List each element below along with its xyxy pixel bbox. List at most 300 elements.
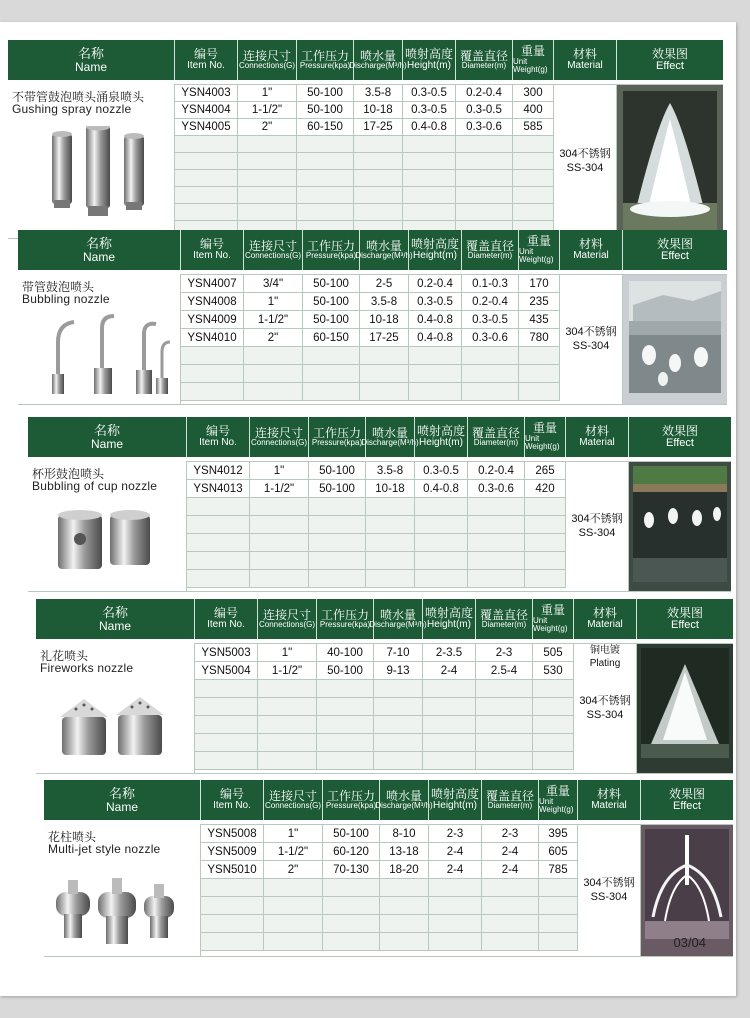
discharge-cell: 17-25 — [360, 329, 409, 347]
pressure-cell — [309, 570, 366, 588]
header-conn-en: Connections(G) — [244, 251, 302, 261]
diameter-cell: 0.3-0.5 — [456, 102, 513, 119]
header-pressure-en: Pressure(kpa) — [305, 251, 357, 261]
weight-cell: 585 — [513, 119, 554, 136]
pressure-cell — [303, 347, 360, 365]
product-name-zh: 杯形鼓泡喷头 — [32, 467, 105, 481]
product-name-zh: 不带管鼓泡喷头涌泉喷头 — [12, 90, 145, 104]
item-no-cell — [175, 136, 238, 153]
header-name-en: Name — [90, 436, 123, 451]
header-conn-en: Connections(G) — [258, 620, 316, 630]
header-discharge-en: Discharge(M³/h) — [375, 801, 433, 811]
connection-cell — [258, 752, 317, 770]
bubbling-nozzle-image — [44, 312, 174, 398]
header-height-zh: 喷射高度 — [424, 606, 473, 621]
table-row — [181, 311, 560, 329]
table-header — [8, 40, 723, 80]
item-no-cell — [187, 534, 250, 552]
connection-cell — [238, 153, 297, 170]
connection-cell — [244, 365, 303, 383]
header-effect — [628, 417, 731, 457]
weight-cell: 435 — [519, 311, 560, 329]
pressure-cell — [297, 187, 354, 204]
header-weight-zh: 重量 — [545, 784, 570, 799]
material-en: SS-304 — [578, 526, 616, 539]
header-material — [565, 417, 628, 457]
spec-table — [180, 274, 560, 404]
table-header — [18, 230, 727, 270]
discharge-cell: 7-10 — [374, 644, 423, 662]
connection-cell — [264, 897, 323, 915]
header-weight — [532, 599, 573, 639]
item-no-cell — [175, 153, 238, 170]
product-name-en: Bubbling of cup nozzle — [32, 479, 158, 493]
pressure-cell — [323, 897, 380, 915]
discharge-cell — [354, 204, 403, 221]
empty-row — [195, 734, 574, 752]
header-pressure-en: Pressure(kpa) — [299, 61, 351, 71]
empty-row — [201, 897, 578, 915]
header-height — [422, 599, 475, 639]
pressure-cell: 60-150 — [297, 119, 354, 136]
weight-cell: 395 — [539, 825, 578, 843]
connection-cell: 1" — [264, 825, 323, 843]
header-effect-zh: 效果图 — [656, 236, 693, 251]
product-name-en: Bubbling nozzle — [22, 292, 110, 306]
fireworks-effect-image — [637, 644, 733, 773]
header-pressure-en: Pressure(kpa) — [311, 438, 363, 448]
header-weight-zh: 重量 — [532, 421, 557, 436]
diameter-cell: 0.2-0.4 — [468, 462, 525, 480]
header-weight — [538, 780, 577, 820]
header-conn-en: Connections(G) — [250, 438, 308, 448]
header-height-zh: 喷射高度 — [430, 787, 479, 802]
height-cell: 0.3-0.5 — [415, 462, 468, 480]
height-cell: 2-4 — [429, 843, 482, 861]
height-cell — [415, 516, 468, 534]
weight-cell — [513, 136, 554, 153]
product-name-cell — [18, 274, 180, 404]
header-weight-en: Unit Weight(g) — [513, 56, 548, 75]
connection-cell: 2" — [238, 119, 297, 136]
empty-row — [175, 153, 554, 170]
header-name — [36, 599, 194, 639]
height-cell — [423, 734, 476, 752]
weight-cell — [519, 383, 560, 401]
connection-cell: 1-1/2" — [250, 480, 309, 498]
item-no-cell — [181, 365, 244, 383]
item-no-cell — [201, 879, 264, 897]
header-conn-zh: 连接尺寸 — [254, 425, 303, 440]
empty-row — [195, 752, 574, 770]
weight-cell — [525, 498, 566, 516]
pressure-cell: 50-100 — [309, 462, 366, 480]
connection-cell: 1-1/2" — [264, 843, 323, 861]
header-pressure-en: Pressure(kpa) — [319, 620, 371, 630]
connection-cell — [264, 933, 323, 951]
item-no-cell: YSN5008 — [201, 825, 264, 843]
header-height-en: Height(m) — [427, 619, 471, 631]
effect-photo-cell — [629, 461, 731, 591]
pressure-cell — [323, 933, 380, 951]
section-body — [28, 461, 731, 592]
header-height — [402, 40, 455, 80]
table-row — [201, 843, 578, 861]
connection-cell — [250, 552, 309, 570]
connection-cell: 1" — [258, 644, 317, 662]
gushing-effect-image — [617, 85, 723, 238]
diameter-cell: 2.5-4 — [476, 662, 533, 680]
header-name — [18, 230, 180, 270]
discharge-cell: 8-10 — [380, 825, 429, 843]
discharge-cell — [366, 570, 415, 588]
empty-row — [187, 498, 566, 516]
empty-row — [195, 716, 574, 734]
header-item-no — [180, 230, 243, 270]
material-cell — [574, 643, 637, 773]
product-name-cell — [8, 84, 174, 238]
product-name-en: Gushing spray nozzle — [12, 102, 132, 116]
header-pressure — [296, 40, 353, 80]
header-weight-zh: 重量 — [526, 234, 551, 249]
header-discharge-zh: 喷水量 — [365, 238, 402, 253]
table-row — [195, 644, 574, 662]
height-cell — [429, 915, 482, 933]
weight-cell — [533, 680, 574, 698]
header-diameter-en: Diameter(m) — [467, 251, 513, 261]
effect-photo-cell — [617, 84, 723, 238]
discharge-cell: 13-18 — [380, 843, 429, 861]
height-cell: 0.3-0.5 — [403, 102, 456, 119]
connection-cell: 1" — [244, 293, 303, 311]
discharge-cell — [366, 552, 415, 570]
item-no-cell — [195, 716, 258, 734]
diameter-cell: 2-4 — [482, 861, 539, 879]
discharge-cell: 3.5-8 — [366, 462, 415, 480]
height-cell — [423, 716, 476, 734]
empty-row — [175, 204, 554, 221]
item-no-cell: YSN4013 — [187, 480, 250, 498]
diameter-cell — [456, 153, 513, 170]
discharge-cell: 3.5-8 — [354, 85, 403, 102]
pressure-cell — [317, 734, 374, 752]
pressure-cell — [297, 170, 354, 187]
discharge-cell — [366, 516, 415, 534]
section-body — [8, 84, 723, 239]
empty-row — [175, 170, 554, 187]
item-no-cell — [201, 897, 264, 915]
header-weight — [512, 40, 553, 80]
header-item-en: Item No. — [213, 800, 251, 812]
material-zh: 304不锈钢 — [559, 147, 611, 160]
header-discharge-zh: 喷水量 — [359, 48, 396, 63]
header-name-zh: 名称 — [93, 422, 120, 438]
height-cell — [403, 170, 456, 187]
diameter-cell — [462, 347, 519, 365]
header-item-en: Item No. — [199, 437, 237, 449]
connection-cell: 1-1/2" — [258, 662, 317, 680]
weight-cell: 265 — [525, 462, 566, 480]
connection-cell — [258, 680, 317, 698]
header-effect — [636, 599, 733, 639]
connection-cell — [264, 915, 323, 933]
product-name-cell — [36, 643, 194, 773]
item-no-cell — [175, 170, 238, 187]
pressure-cell: 50-100 — [309, 480, 366, 498]
pressure-cell — [323, 879, 380, 897]
height-cell: 0.4-0.8 — [403, 119, 456, 136]
spec-table — [186, 461, 566, 591]
diameter-cell: 0.2-0.4 — [456, 85, 513, 102]
header-height — [408, 230, 461, 270]
weight-cell — [513, 153, 554, 170]
height-cell — [403, 153, 456, 170]
pressure-cell — [309, 516, 366, 534]
table-row — [187, 462, 566, 480]
header-name-zh: 名称 — [108, 785, 135, 801]
height-cell: 0.2-0.4 — [409, 275, 462, 293]
height-cell: 2-4 — [423, 662, 476, 680]
weight-cell — [539, 933, 578, 951]
header-diameter — [481, 780, 538, 820]
header-item-zh: 编号 — [199, 237, 224, 252]
header-name-en: Name — [74, 59, 107, 74]
height-cell — [423, 752, 476, 770]
item-no-cell — [195, 752, 258, 770]
height-cell: 0.4-0.8 — [409, 329, 462, 347]
discharge-cell — [374, 734, 423, 752]
table-row — [201, 825, 578, 843]
header-effect-en: Effect — [671, 618, 699, 631]
header-discharge — [375, 780, 433, 820]
discharge-cell — [380, 933, 429, 951]
header-weight-en: Unit Weight(g) — [533, 615, 568, 634]
diameter-cell — [468, 516, 525, 534]
pressure-cell: 40-100 — [317, 644, 374, 662]
item-no-cell: YSN5003 — [195, 644, 258, 662]
diameter-cell: 0.2-0.4 — [462, 293, 519, 311]
header-item-no — [194, 599, 257, 639]
header-name — [44, 780, 200, 820]
header-diameter-en: Diameter(m) — [487, 801, 533, 811]
header-weight-en: Unit Weight(g) — [519, 246, 554, 265]
cup-effect-image — [629, 462, 731, 591]
item-no-cell — [195, 734, 258, 752]
weight-cell — [525, 552, 566, 570]
header-discharge — [369, 599, 427, 639]
connection-cell — [264, 879, 323, 897]
height-cell — [429, 933, 482, 951]
table-header — [44, 780, 733, 820]
header-material-zh: 材料 — [572, 47, 597, 62]
header-pressure-zh: 工作压力 — [326, 788, 375, 803]
header-item-no — [174, 40, 237, 80]
diameter-cell — [462, 365, 519, 383]
header-height — [414, 417, 467, 457]
header-pressure — [322, 780, 379, 820]
discharge-cell — [366, 534, 415, 552]
item-no-cell — [195, 698, 258, 716]
height-cell: 0.3-0.5 — [409, 293, 462, 311]
height-cell — [403, 204, 456, 221]
header-weight — [524, 417, 565, 457]
pressure-cell — [317, 698, 374, 716]
item-no-cell: YSN4005 — [175, 119, 238, 136]
discharge-cell: 18-20 — [380, 861, 429, 879]
header-connections — [263, 780, 322, 820]
header-conn-zh: 连接尺寸 — [248, 238, 297, 253]
pressure-cell: 70-130 — [323, 861, 380, 879]
connection-cell: 2" — [264, 861, 323, 879]
discharge-cell: 2-5 — [360, 275, 409, 293]
product-name-cell — [44, 824, 200, 956]
height-cell: 0.4-0.8 — [409, 311, 462, 329]
item-no-cell — [195, 680, 258, 698]
discharge-cell — [354, 153, 403, 170]
empty-row — [187, 552, 566, 570]
header-effect — [640, 780, 733, 820]
header-material-en: Material — [567, 60, 603, 72]
header-item-zh: 编号 — [193, 47, 218, 62]
material-en: SS-304 — [586, 708, 624, 721]
header-discharge-en: Discharge(M³/h) — [349, 61, 407, 71]
discharge-cell: 9-13 — [374, 662, 423, 680]
material-zh: 304不锈钢 — [565, 325, 617, 338]
header-name — [8, 40, 174, 80]
weight-cell: 505 — [533, 644, 574, 662]
pressure-cell: 50-100 — [297, 102, 354, 119]
header-material-zh: 材料 — [592, 606, 617, 621]
header-conn-en: Connections(G) — [264, 801, 322, 811]
header-pressure-zh: 工作压力 — [300, 48, 349, 63]
discharge-cell — [366, 498, 415, 516]
diameter-cell: 2-4 — [482, 843, 539, 861]
height-cell: 0.3-0.5 — [403, 85, 456, 102]
header-conn-zh: 连接尺寸 — [268, 788, 317, 803]
discharge-cell — [380, 915, 429, 933]
header-name-en: Name — [82, 249, 115, 264]
diameter-cell — [468, 552, 525, 570]
discharge-cell: 17-25 — [354, 119, 403, 136]
connection-cell — [244, 383, 303, 401]
material-cell — [566, 461, 629, 591]
header-item-no — [186, 417, 249, 457]
header-name-zh: 名称 — [85, 235, 112, 251]
product-name-zh: 带管鼓泡喷头 — [22, 280, 95, 294]
header-effect-zh: 效果图 — [666, 605, 703, 620]
table-header — [28, 417, 731, 457]
empty-row — [201, 879, 578, 897]
header-effect-en: Effect — [673, 799, 701, 812]
header-effect-en: Effect — [666, 436, 694, 449]
material-en: SS-304 — [566, 161, 604, 174]
header-effect — [616, 40, 723, 80]
pressure-cell: 60-120 — [323, 843, 380, 861]
discharge-cell — [380, 879, 429, 897]
empty-row — [175, 136, 554, 153]
diameter-cell — [476, 698, 533, 716]
weight-cell — [533, 734, 574, 752]
spec-table — [174, 84, 554, 238]
header-name-en: Name — [98, 618, 131, 633]
header-conn-zh: 连接尺寸 — [242, 48, 291, 63]
connection-cell — [250, 570, 309, 588]
header-material-zh: 材料 — [596, 787, 621, 802]
pressure-cell — [309, 552, 366, 570]
header-height — [428, 780, 481, 820]
gushing-nozzle-image — [46, 126, 156, 220]
diameter-cell — [482, 879, 539, 897]
header-height-en: Height(m) — [413, 250, 457, 262]
header-material-en: Material — [591, 800, 627, 812]
diameter-cell — [468, 498, 525, 516]
item-no-cell: YSN4009 — [181, 311, 244, 329]
pressure-cell — [323, 915, 380, 933]
header-diameter-zh: 覆盖直径 — [479, 607, 528, 622]
header-item-zh: 编号 — [219, 787, 244, 802]
page-number: 03/04 — [673, 935, 706, 950]
height-cell — [415, 552, 468, 570]
header-diameter — [467, 417, 524, 457]
height-cell: 2-3.5 — [423, 644, 476, 662]
height-cell — [409, 347, 462, 365]
material-cell — [554, 84, 617, 238]
product-name-en: Fireworks nozzle — [40, 661, 134, 675]
height-cell: 0.4-0.8 — [415, 480, 468, 498]
discharge-cell — [374, 752, 423, 770]
height-cell — [415, 498, 468, 516]
connection-cell — [250, 498, 309, 516]
header-name-zh: 名称 — [101, 604, 128, 620]
connection-cell: 1" — [250, 462, 309, 480]
header-connections — [249, 417, 308, 457]
header-diameter — [455, 40, 512, 80]
item-no-cell: YSN4004 — [175, 102, 238, 119]
height-cell — [403, 136, 456, 153]
header-diameter-zh: 覆盖直径 — [471, 425, 520, 440]
header-discharge — [355, 230, 413, 270]
pressure-cell — [297, 153, 354, 170]
weight-cell — [539, 897, 578, 915]
header-material — [573, 599, 636, 639]
empty-row — [181, 347, 560, 365]
material-note: 铜电镀Plating — [589, 645, 621, 669]
height-cell — [415, 534, 468, 552]
discharge-cell — [374, 716, 423, 734]
discharge-cell: 10-18 — [366, 480, 415, 498]
pressure-cell: 50-100 — [303, 311, 360, 329]
discharge-cell — [374, 680, 423, 698]
pressure-cell — [317, 680, 374, 698]
empty-row — [201, 915, 578, 933]
header-weight-en: Unit Weight(g) — [525, 433, 560, 452]
weight-cell — [513, 187, 554, 204]
header-height-en: Height(m) — [419, 437, 463, 449]
header-discharge — [349, 40, 407, 80]
table-row — [181, 329, 560, 347]
table-row — [181, 293, 560, 311]
pressure-cell — [303, 365, 360, 383]
weight-cell — [525, 534, 566, 552]
diameter-cell — [456, 204, 513, 221]
weight-cell: 235 — [519, 293, 560, 311]
header-material-en: Material — [573, 250, 609, 262]
catalog-page — [0, 22, 736, 996]
pressure-cell — [297, 136, 354, 153]
diameter-cell — [468, 570, 525, 588]
connection-cell — [258, 716, 317, 734]
connection-cell: 1" — [238, 85, 297, 102]
